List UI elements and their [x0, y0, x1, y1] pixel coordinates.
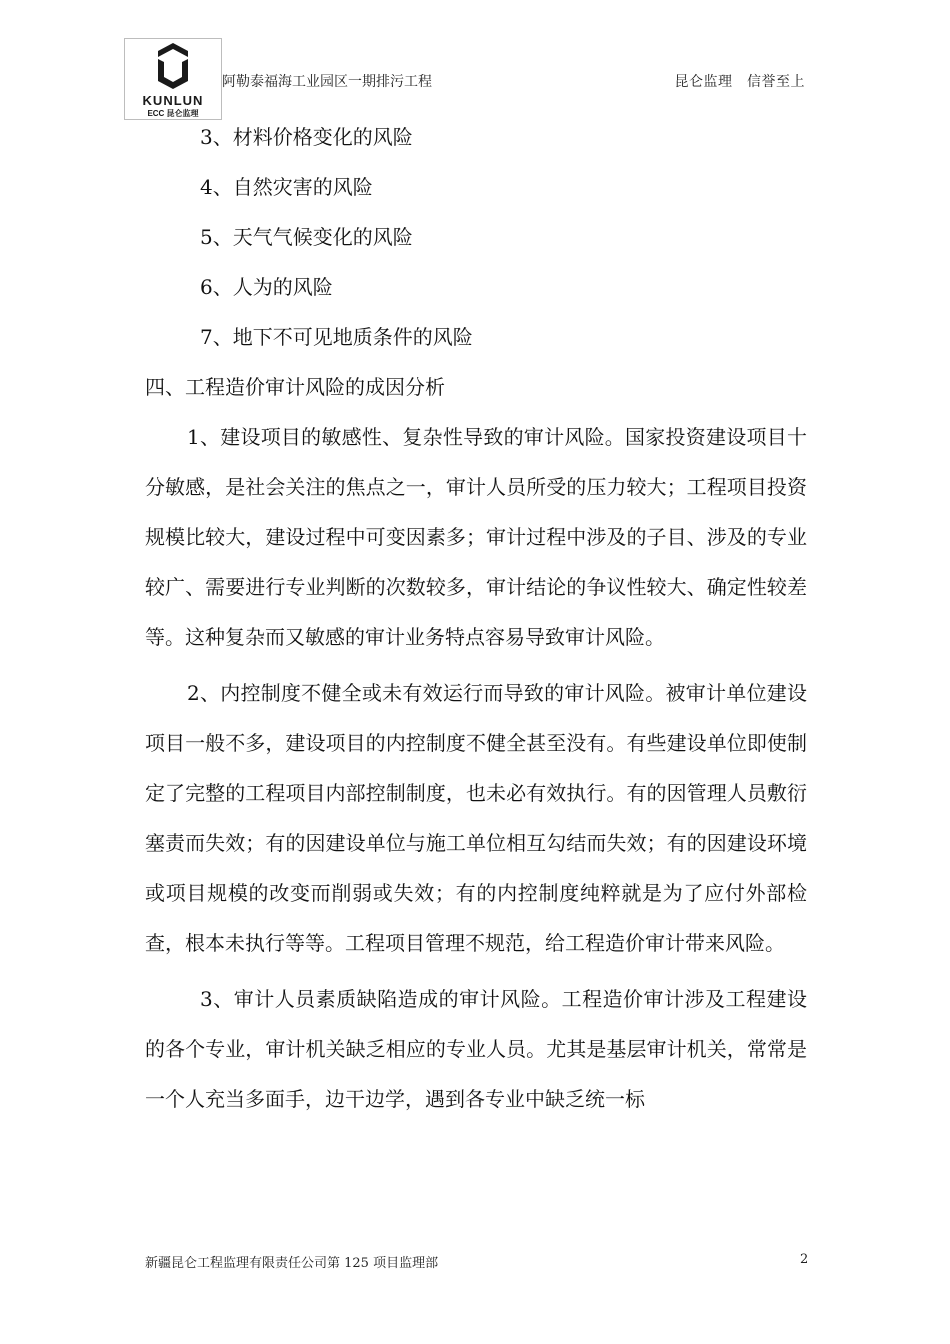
company-logo — [124, 38, 222, 120]
risk-item-4: 4、自然灾害的风险 — [200, 175, 373, 199]
risk-item-7: 7、地下不可见地质条件的风险 — [200, 325, 473, 349]
section-heading: 四、工程造价审计风险的成因分析 — [145, 375, 445, 399]
kunlun-logo-icon — [125, 39, 221, 119]
page-number: 2 — [800, 1252, 809, 1267]
risk-item-5: 5、天气气候变化的风险 — [200, 225, 413, 249]
document-body — [145, 112, 807, 1124]
logo-subtext: ECC 昆仑监理 — [147, 109, 199, 118]
logo-wordmark: KUNLUN — [142, 93, 204, 108]
risk-item-6: 6、人为的风险 — [200, 275, 333, 299]
paragraph-1: 1、建设项目的敏感性、复杂性导致的审计风险。国家投资建设项目十分敏感，是社会关注的焦点之一，审计人员所受的压力较大；工程项目投资规模比较大，建设过程中可变因素多；审计过程中涉及的子目、涉及的专业较广、需要进行专业判断的次数较多，审计结论的争议性较大、确定性较差等。这种复杂而又敏感的审计业务特点容易导致审计风险。 — [145, 425, 807, 649]
paragraph-2: 2、内控制度不健全或未有效运行而导致的审计风险。被审计单位建设项目一般不多，建设项目的内控制度不健全甚至没有。有些建设单位即使制定了完整的工程项目内部控制制度，也未必有效执行。有的因管理人员敷衍塞责而失效；有的因建设单位与施工单位相互勾结而失效；有的因建设环境或项目规模的改变而削弱或失效；有的内控制度纯粹就是为了应付外部检查，根本未执行等等。工程项目管理不规范，给工程造价审计带来风险。 — [145, 681, 807, 955]
footer-company: 新疆昆仑工程监理有限责任公司第 125 项目监理部 — [145, 1256, 439, 1271]
paragraph-3: 3、审计人员素质缺陷造成的审计风险。工程造价审计涉及工程建设的各个专业，审计机关缺乏相应的专业人员。尤其是基层审计机关，常常是一个人充当多面手，边干边学，遇到各专业中缺乏统一标 — [145, 987, 807, 1111]
risk-item-3: 3、材料价格变化的风险 — [200, 125, 413, 149]
header-project-title: 阿勒泰福海工业园区一期排污工程 — [222, 74, 432, 90]
header-motto: 昆仑监理 信誉至上 — [674, 74, 805, 90]
